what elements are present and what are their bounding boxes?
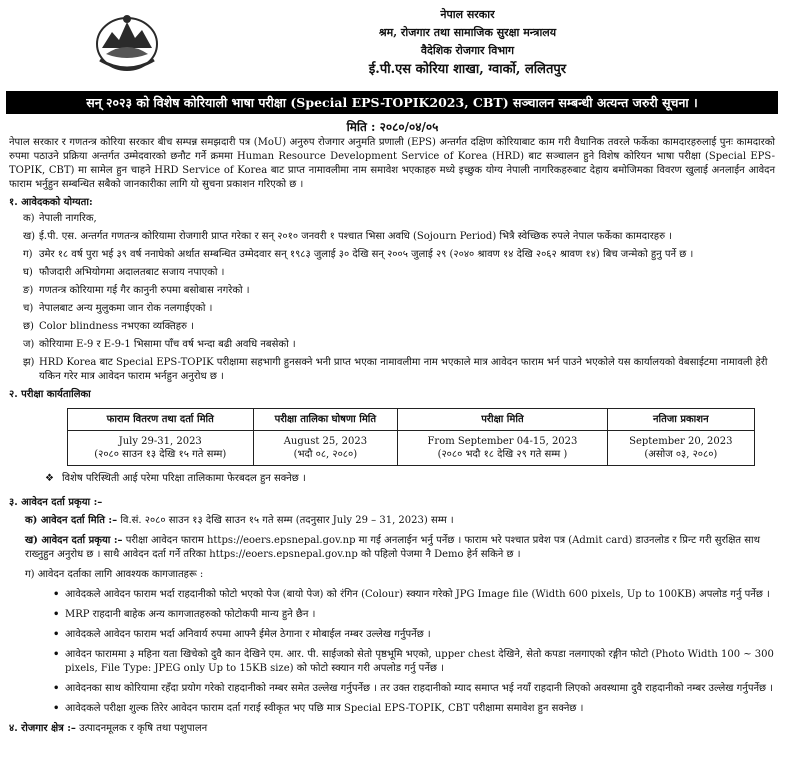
list-item: • आवेदन फाराममा ३ महिना यता खिचेको दुवै कान देखिने एम. आर. पी. साईजको सेतो पृष्ठभूमि भएको, upper chest देखिने, सेतो कपडा नलगाएको रङ्गीन फोटो (Photo Width 100 ~ 300 pixels, File Type: JPEG only Up to 15KB size) को फोटो स्क्यान गरी अपलोड गर्नु पर्नेछ । [53,649,774,674]
notice-body [9,136,775,736]
section-3c-title: ग) आवेदन दर्ताका लागि आवश्यक कागजातहरू : [25,569,204,580]
table-header-cell: फाराम वितरण तथा दर्ता मिति [68,409,254,431]
list-item: • MRP राहदानी बाहेक अन्य कागजातहरुको फोटोकपी मान्य हुने छैन । [53,609,316,620]
table-cell: August 25, 2023 (भदौ ०८, २०८०) [253,431,398,466]
list-item: ख) ई.पी. एस. अन्तर्गत गणतन्त्र कोरियामा रोजगारी प्राप्त गरेका र सन् २०१० जनवरी १ पश्चात भिसा अवधि (Sojourn Period) भित्रै स्वेच्छिक रुपले नेपाल फर्केका कामदारहरु । [23,231,673,242]
table-cell: July 29-31, 2023 (२०८० साउन १३ देखि १५ गते सम्म) [68,431,254,466]
diamond-star-icon: ❖ [45,473,54,484]
list-item: • आवेदकले आवेदन फाराम भर्दा राहदानीको फोटो भएको पेज (बायो पेज) को रंगिन (Colour) स्क्यान गरेको JPG Image file (Width 600 pixels, Up to 100KB) अपलोड गर्नु पर्नेछ । [53,589,770,600]
list-item: छ) Color blindness नभएका व्यक्तिहरु । [23,321,194,332]
section-4-title: ४. रोजगार क्षेत्र :– [9,723,76,734]
intro-paragraph: नेपाल सरकार र गणतन्त्र कोरिया सरकार बीच सम्पन्न समझदारी पत्र (MoU) अनुरुप रोजगार अनुमति प्रणाली (EPS) अन्तर्गत दक्षिण कोरियाबाट काम गरी वैधानिक तवरले फर्केका कामदारहरुलाई पुनः कामदारको रुपमा पठाउने प्रक्रिया अन्तर्गत उम्मेदवारको छनौट गर्ने क्रममा Human Resource Development Service of Korea (HRD) बाट सञ्चालन हुने विशेष कोरियन भाषा परीक्षा (Special EPS-TOPIK, CBT) मा सामेल हुन चाहने HRD Service of Korea बाट प्राप्त नामावलीमा नाम समावेश भएकाहरु मध्ये इच्छुक योग्य नेपाली नागरिकहरुबाट देहाय बमोजिमका विवरण खुलाई अनलाईन आवेदन फाराम भर्नुहुन सम्बन्धित सबैको जानकारीका लागि यो सुचना प्रकाशन गरिएको छ । [9,137,775,190]
list-item: ङ) गणतन्त्र कोरियामा गई गैर कानुनी रुपमा बसोबास नगरेको । [23,285,250,296]
section-1-list [9,212,775,384]
section-2-title: २. परीक्षा कार्यतालिका [9,389,91,400]
list-item: घ) फौजदारी अभियोगमा अदालतबाट सजाय नपाएको । [23,267,225,278]
notice-banner: सन् २०२३ को विशेष कोरियाली भाषा परीक्षा (Special EPS-TOPIK2023, CBT) सञ्चालन सम्बन्धी अत्यन्त जरुरी सूचना । [6,91,778,114]
header-line-4: ई.पी.एस कोरिया शाखा, ग्वार्को, ललितपुर [368,62,567,77]
header-line-2: श्रम, रोजगार तथा सामाजिक सुरक्षा मन्त्रालय [378,26,557,39]
table-row [68,431,755,466]
list-item: ग) उमेर १८ वर्ष पुरा भई ३९ वर्ष ननाघेको अर्थात सम्बन्धित उम्मेदवार सन् १९८३ जुलाई ३० देखि सन् २००५ जुलाई २९ (२०४० श्रावण १४ देखि २०६२ श्रावण १४) बिच जन्मेको हुनु पर्ने छ । [23,249,694,260]
list-item: ज) कोरियामा E-9 र E-9-1 भिसामा पाँच वर्ष भन्दा बढी अवधि नबसेको । [23,339,296,350]
section-4-text: उत्पादनमूलक र कृषि तथा पशुपालन [79,723,208,734]
notice-date: मिति : २०८०/०४/०५ [346,120,439,134]
table-cell: From September 04-15, 2023 (२०८० भदौ १८ देखि २९ गते सम्म ) [398,431,607,466]
bullet-icon: • [53,589,60,600]
list-item: क) नेपाली नागरिक, [23,213,97,224]
section-4 [9,722,775,736]
section-3a: क) आवेदन दर्ता मिति :– वि.सं. २०८० साउन १३ देखि साउन १५ गते सम्म (तदनुसार July 29 – 31, 2023) सम्म । [25,515,454,526]
section-3-title: ३. आवेदन दर्ता प्रकृया :– [9,497,103,508]
table-cell: September 20, 2023 (असोज ०३, २०८०) [607,431,754,466]
table-header-row [68,409,755,431]
section-1-title: १. आवेदकको योग्यता: [9,197,93,208]
table-header-cell: परीक्षा तालिका घोषणा मिति [253,409,398,431]
bullet-icon: • [53,609,60,620]
table-header-cell: नतिजा प्रकाशन [607,409,754,431]
list-item: • आवेदकले परीक्षा शुल्क तिरेर आवेदन फाराम दर्ता गराई स्वीकृत भए पछि मात्र Special EPS-TOPIK, CBT परीक्षामा समावेश हुन सक्नेछ । [53,703,584,714]
list-item: • आवेदकले आवेदन फाराम भर्दा अनिवार्य रुपमा आफ्नै ईमेल ठेगाना र मोबाईल नम्बर उल्लेख गर्नुपर्नेछ । [53,629,431,640]
schedule-note: ❖ विशेष परिस्थिती आई परेमा परिक्षा तालिकामा फेरबदल हुन सक्नेछ । [45,473,306,484]
bullet-icon: • [53,683,60,694]
bullet-icon: • [53,649,60,660]
bullet-icon: • [53,629,60,640]
table-header-cell: परीक्षा मिति [398,409,607,431]
list-item: च) नेपालबाट अन्य मुलुकमा जान रोक नलगाईएको । [23,303,213,314]
bullet-icon: • [53,703,60,714]
exam-schedule-table [67,408,755,466]
list-item: • आवेदनका साथ कोरियामा रहँदा प्रयोग गरेको राहदानीको नम्बर समेत उल्लेख गर्नुपर्नेछ । तर उक्त राहदानीको म्याद समाप्त भई नयाँ राहदानी लिएको अवस्थामा दुवै राहदानीको नम्बर उल्लेख गर्नुपर्नेछ । [53,683,774,694]
documents-list [9,588,775,716]
header-line-1: नेपाल सरकार [440,8,495,21]
document-header [0,0,785,92]
section-3b: ख) आवेदन दर्ता प्रकृया :– परीक्षा आवेदन फाराम https://eoers.epsnepal.gov.np मा गई अनलाईन भर्नु पर्नेछ । फाराम भरे पश्चात प्रवेश पत्र (Admit card) डाउनलोड र प्रिन्ट गरी सुरक्षित साथ राख्नुहुन अनुरोध छ । साथै आवेदन दर्ता गर्ने तरिका https://eoers.epsnepal.gov.np को पहिलो पेजमा नै Demo हेर्न सकिने छ । [25,535,760,560]
list-item: झ) HRD Korea बाट Special EPS-TOPIK परीक्षामा सहभागी हुनसक्ने भनी प्राप्त भएका नामावलीमा नाम भएकाले मात्र आवेदन फाराम भर्न पाउने भएकोले यस कार्यालयको वेबसाईटमा नामावली हेरी यकिन गरेर मात्र आवेदन फाराम भर्नहुन अनुरोध छ । [23,357,768,382]
header-line-3: वैदेशिक रोजगार विभाग [420,44,515,57]
